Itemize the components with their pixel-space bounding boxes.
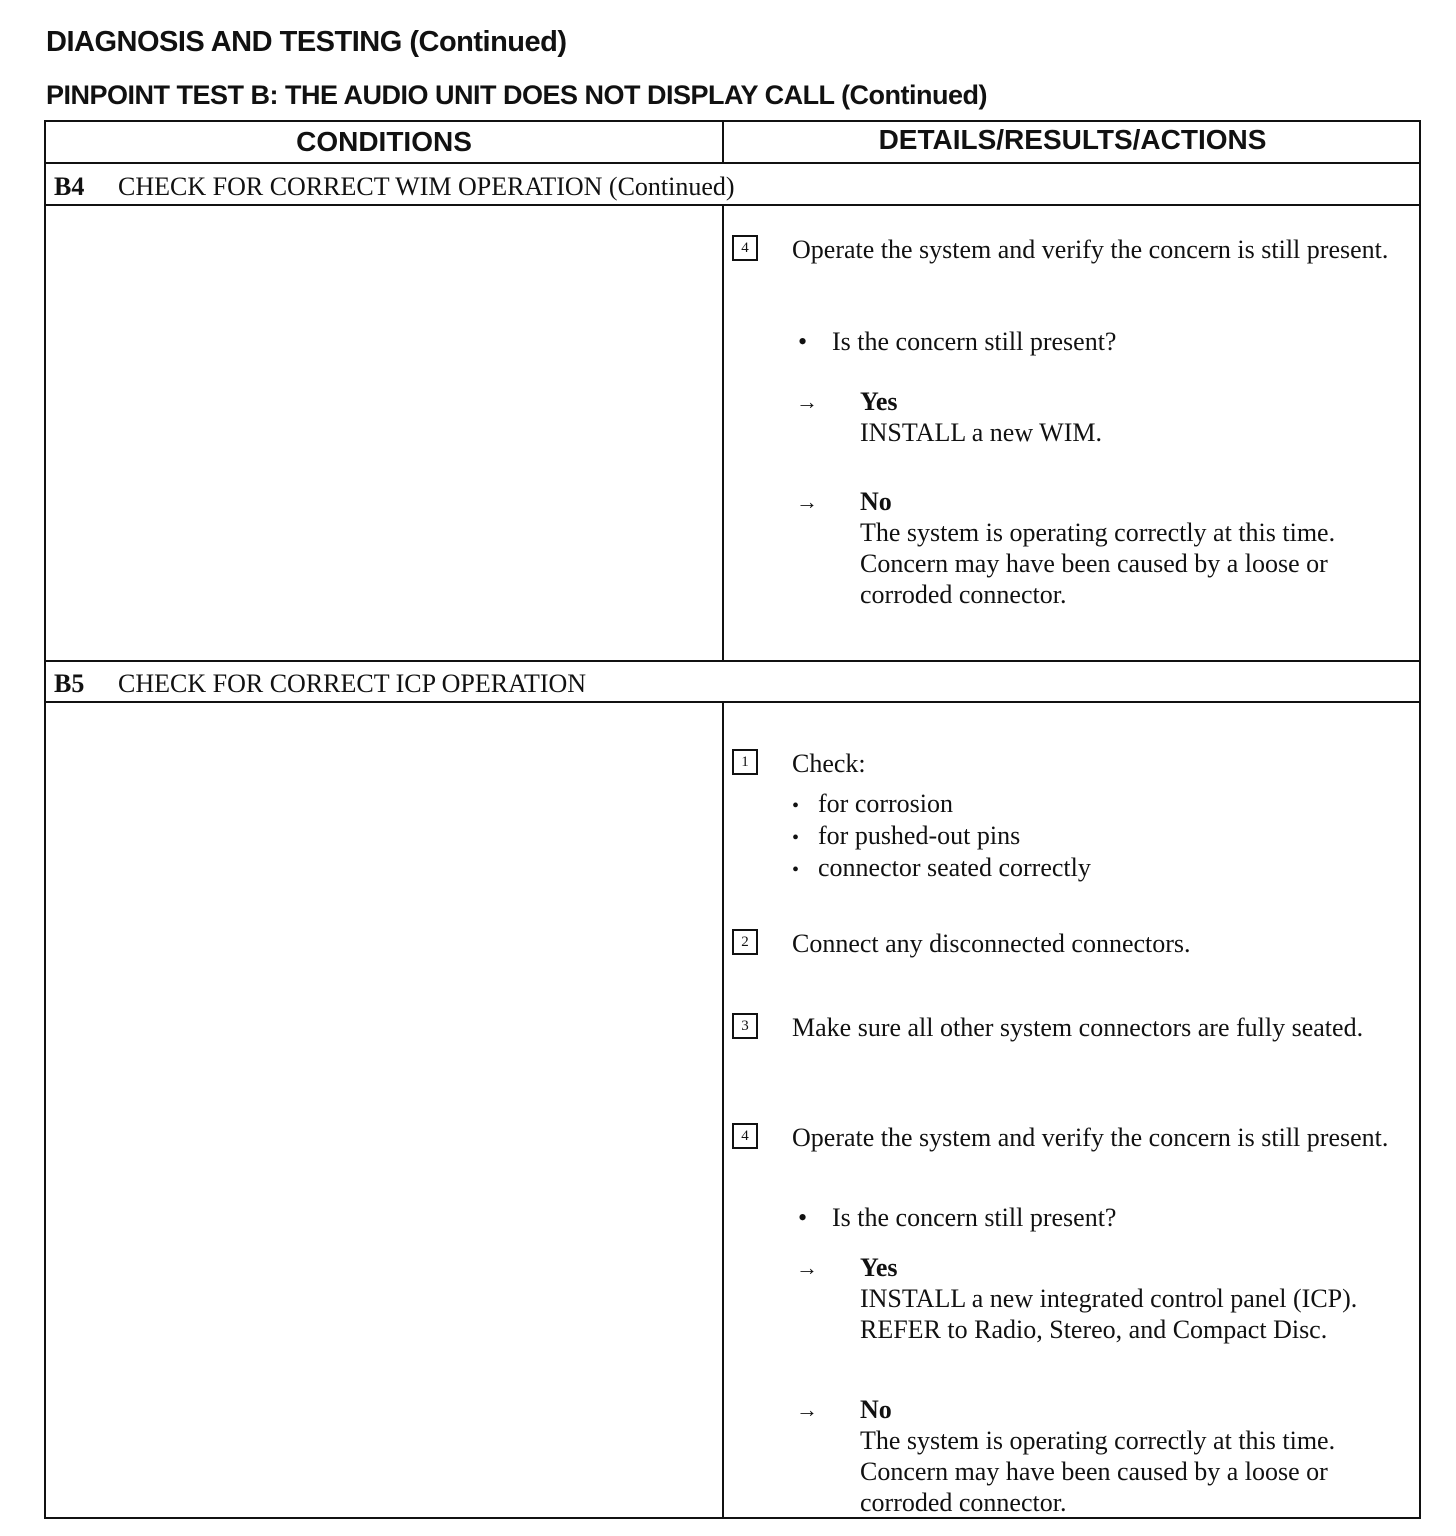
- question-b4: [788, 326, 1116, 357]
- answer-label: No: [860, 487, 892, 516]
- answer-text: The system is operating correctly at this time. Concern may have been caused by a loose or corroded connector.: [860, 518, 1336, 609]
- answer-label: Yes: [860, 387, 898, 416]
- answer-text: INSTALL a new WIM.: [860, 418, 1102, 447]
- section-title-b4: [54, 172, 735, 202]
- answer-label: Yes: [860, 1253, 898, 1282]
- step-number-box: 4: [732, 235, 758, 261]
- arrow-right-icon: →: [796, 389, 818, 414]
- column-divider: [722, 701, 724, 1519]
- row-divider: [46, 204, 1419, 206]
- diagnostic-table: [44, 120, 1421, 1519]
- bullet-icon: •: [798, 1203, 808, 1232]
- step-number-box: 2: [732, 929, 758, 955]
- section-id: B5: [54, 669, 85, 698]
- answer-text: INSTALL a new integrated control panel (ICP). REFER to Radio, Stereo, and Compact Disc.: [860, 1284, 1358, 1344]
- row-divider: [46, 660, 1419, 662]
- answer-text: The system is operating correctly at this time. Concern may have been caused by a loose or corroded connector.: [860, 1426, 1336, 1517]
- section-title-b5: [54, 669, 586, 699]
- column-divider: [722, 204, 724, 662]
- step-text: Operate the system and verify the concern is still present.: [792, 235, 1389, 264]
- arrow-right-icon: →: [796, 1255, 818, 1280]
- section-title-text: CHECK FOR CORRECT WIM OPERATION (Continued): [118, 172, 735, 201]
- step-text: Connect any disconnected connectors.: [792, 929, 1191, 958]
- row-divider: [46, 701, 1419, 703]
- list-item: • for corrosion: [792, 789, 1091, 821]
- step-number-box: 1: [732, 749, 758, 775]
- step-text: Make sure all other system connectors are fully seated.: [792, 1013, 1364, 1042]
- step-number-box: 3: [732, 1013, 758, 1039]
- column-header-conditions: CONDITIONS: [296, 126, 472, 157]
- arrow-right-icon: →: [796, 489, 818, 514]
- step-text: Operate the system and verify the concern is still present.: [792, 1123, 1389, 1152]
- section-id: B4: [54, 172, 85, 201]
- section-title-text: CHECK FOR CORRECT ICP OPERATION: [118, 669, 587, 698]
- step-text: Check:: [792, 749, 866, 778]
- column-header-details: DETAILS/RESULTS/ACTIONS: [878, 124, 1267, 155]
- row-divider: [46, 162, 1419, 164]
- page-title: DIAGNOSIS AND TESTING (Continued): [46, 26, 567, 58]
- list-item: • for pushed-out pins: [792, 821, 1091, 853]
- arrow-right-icon: →: [796, 1397, 818, 1422]
- question-text: Is the concern still present?: [832, 327, 1117, 356]
- answer-label: No: [860, 1395, 892, 1424]
- step-number-box: 4: [732, 1123, 758, 1149]
- check-list: [792, 789, 1091, 885]
- bullet-icon: •: [798, 327, 808, 356]
- pinpoint-test-title: PINPOINT TEST B: THE AUDIO UNIT DOES NOT DISPLAY CALL (Continued): [46, 80, 988, 110]
- list-item: • connector seated correctly: [792, 853, 1091, 885]
- question-text: Is the concern still present?: [832, 1203, 1117, 1232]
- question-b5: [788, 1202, 1116, 1233]
